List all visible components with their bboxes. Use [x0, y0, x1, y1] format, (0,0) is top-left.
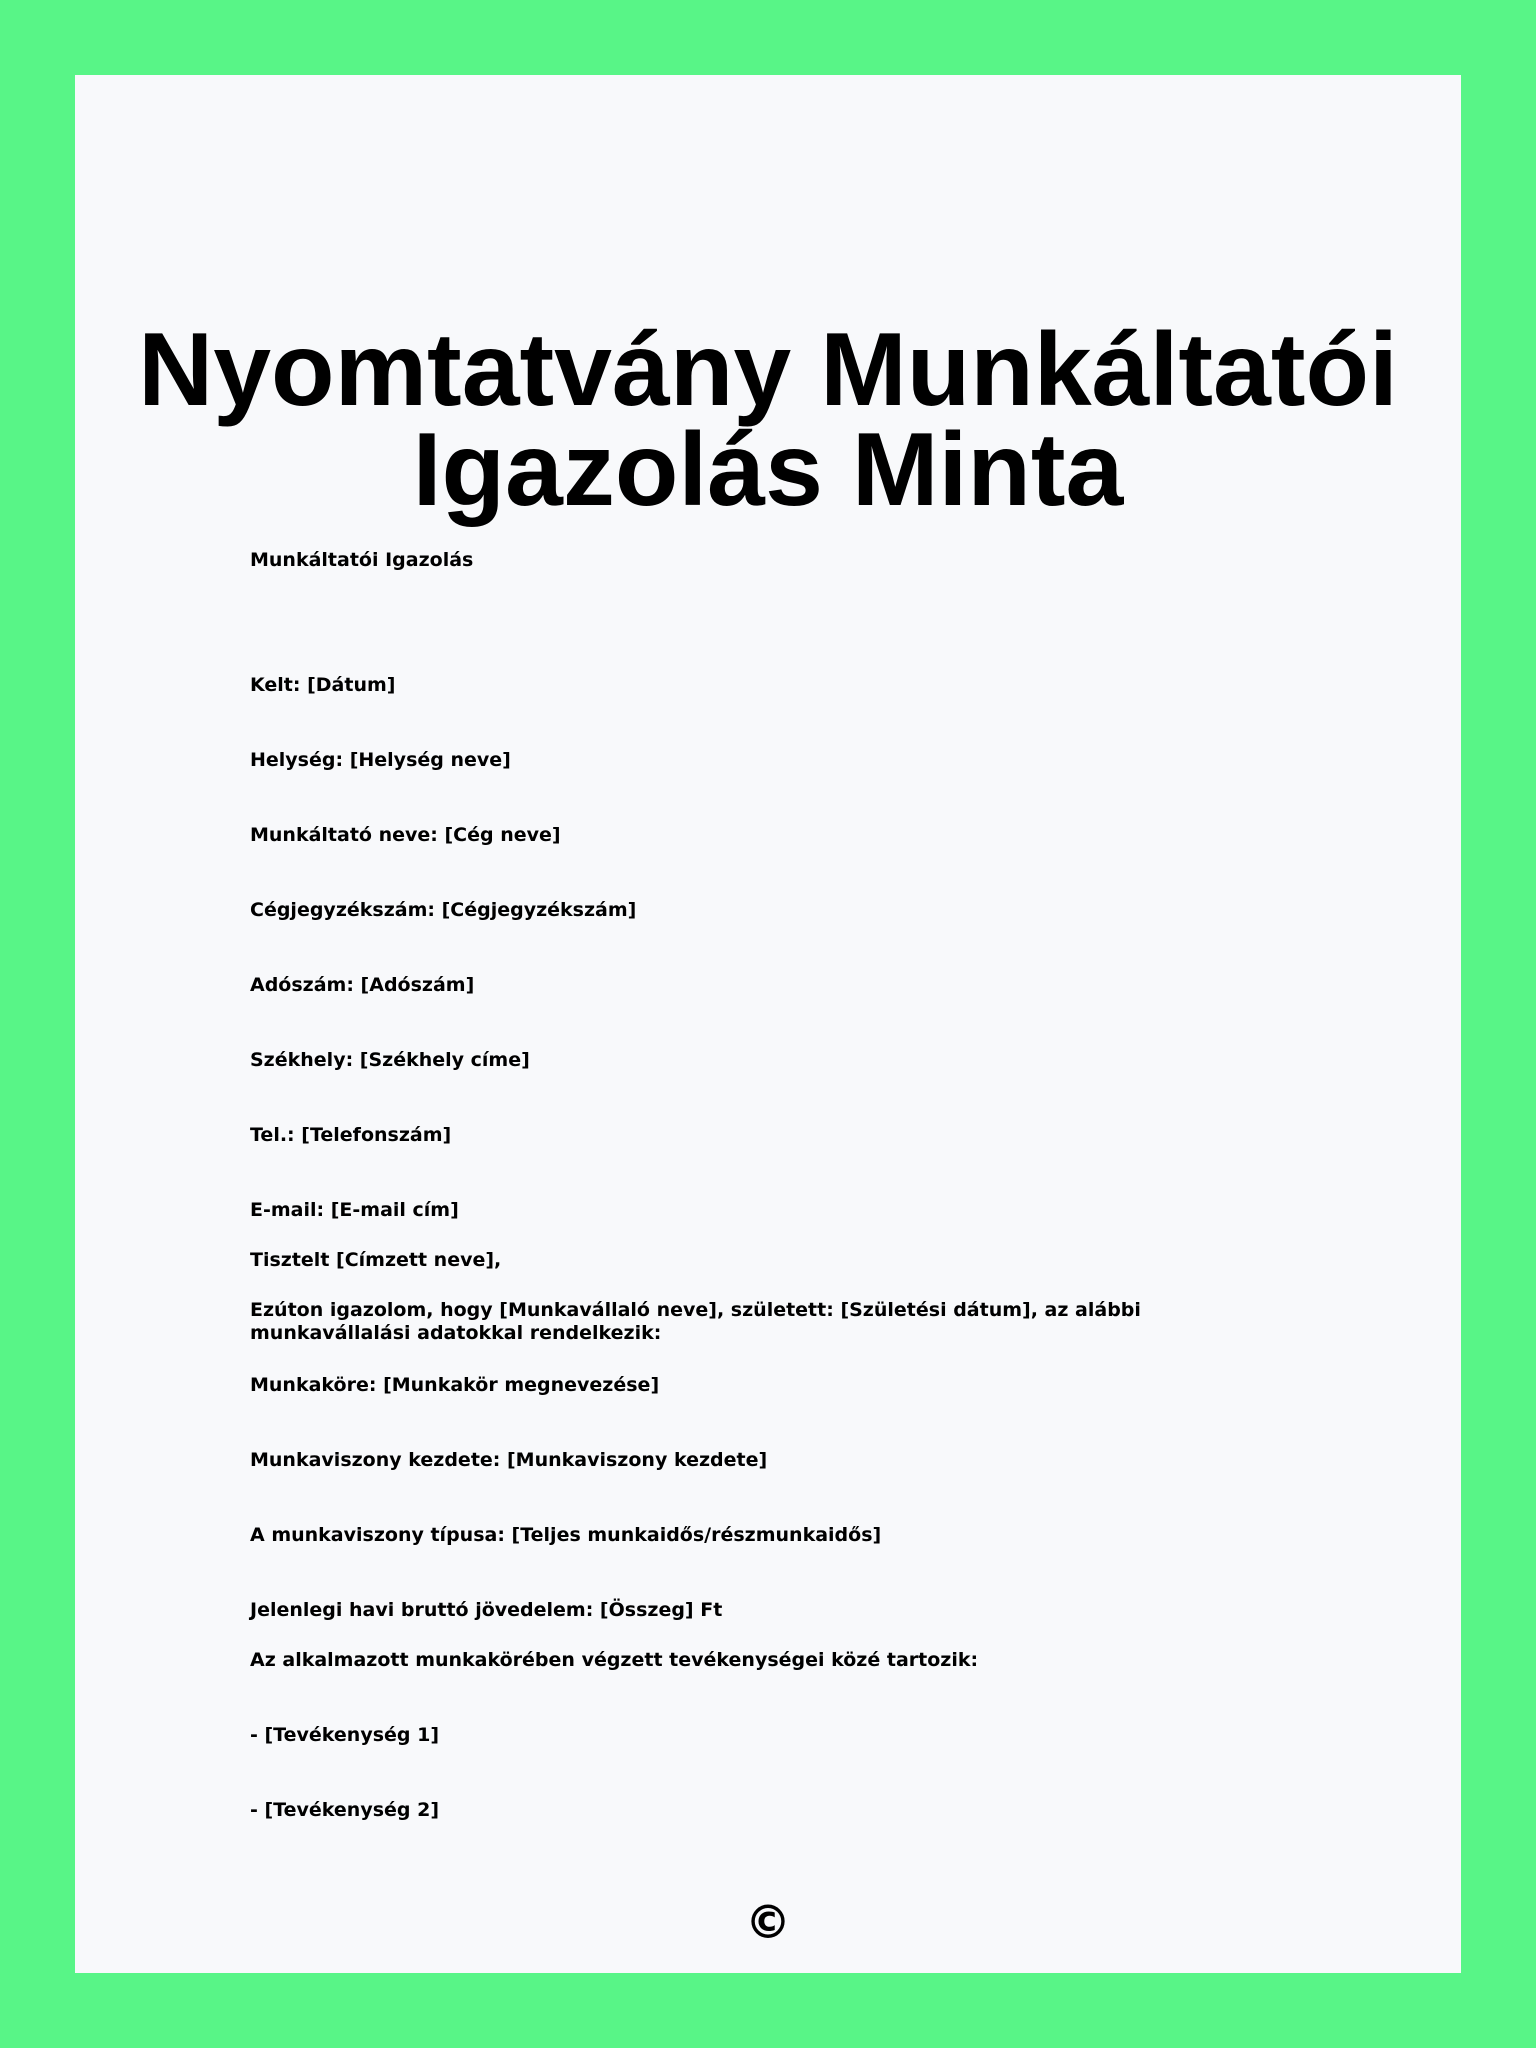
gross-income-line: Jelenlegi havi bruttó jövedelem: [Összeg] Ft — [250, 1599, 723, 1621]
copyright-icon: © — [745, 1895, 791, 1949]
job-title-line: Munkaköre: [Munkakör megnevezése] — [250, 1374, 660, 1396]
intro-paragraph: Ezúton igazolom, hogy [Munkavállaló neve], született: [Születési dátum], az alábbi munkavállalási adatokkal rendelkezik: — [250, 1299, 1141, 1344]
greeting-line: Tisztelt [Címzett neve], — [250, 1249, 502, 1271]
activity-item: - [Tevékenység 2] — [250, 1799, 440, 1821]
tax-number-line: Adószám: [Adószám] — [250, 974, 475, 996]
date-line: Kelt: [Dátum] — [250, 674, 396, 696]
employer-name-line: Munkáltató neve: [Cég neve] — [250, 824, 561, 846]
document-page — [75, 75, 1461, 1973]
document-title — [75, 312, 1461, 528]
headquarters-line: Székhely: [Székhely címe] — [250, 1049, 530, 1071]
activity-item: - [Tevékenység 1] — [250, 1724, 440, 1746]
email-line: E-mail: [E-mail cím] — [250, 1199, 459, 1221]
employment-type-line: A munkaviszony típusa: [Teljes munkaidős/részmunkaidős] — [250, 1524, 882, 1546]
company-registration-line: Cégjegyzékszám: [Cégjegyzékszám] — [250, 899, 637, 921]
employment-start-line: Munkaviszony kezdete: [Munkaviszony kezdete] — [250, 1449, 768, 1471]
title-line-1: Nyomtatvány Munkáltatói — [138, 312, 1398, 428]
phone-line: Tel.: [Telefonszám] — [250, 1124, 452, 1146]
document-heading: Munkáltatói Igazolás — [250, 549, 474, 571]
title-line-2: Igazolás Minta — [412, 412, 1124, 528]
location-line: Helység: [Helység neve] — [250, 749, 511, 771]
activities-intro-line: Az alkalmazott munkakörében végzett tevékenységei közé tartozik: — [250, 1649, 979, 1671]
